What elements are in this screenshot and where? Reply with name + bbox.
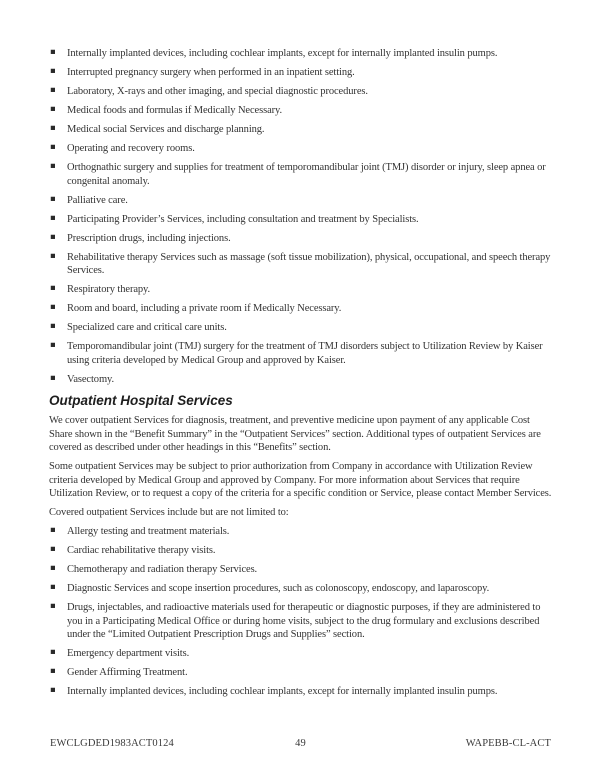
- list-item: ▪ Prescription drugs, including injections.: [49, 232, 552, 246]
- list-item: ▪ Medical social Services and discharge planning.: [49, 123, 552, 137]
- list-item: ▪ Interrupted pregnancy surgery when performed in an inpatient setting.: [49, 66, 552, 80]
- list-item: ▪ Participating Provider’s Services, including consultation and treatment by Specialists.: [49, 213, 552, 227]
- list-item: ▪ Laboratory, X-rays and other imaging, and special diagnostic procedures.: [49, 85, 552, 99]
- list-item: ▪ Specialized care and critical care units.: [49, 321, 552, 335]
- page-footer: [50, 737, 551, 750]
- list-item: ▪ Medical foods and formulas if Medically Necessary.: [49, 104, 552, 118]
- list-item: ▪ Respiratory therapy.: [49, 283, 552, 297]
- outpatient-services-list: [49, 525, 552, 699]
- list-item: ▪ Operating and recovery rooms.: [49, 142, 552, 156]
- paragraph-coverage: We cover outpatient Services for diagnosis, treatment, and preventive medicine upon payment of any applicable Cost Share shown in the “Benefit Summary” in the “Outpatient Services” section. Additional types of outpatient Services are covered as described under other headings in this “Benefits” section.: [49, 415, 541, 453]
- list-item: ▪ Gender Affirming Treatment.: [49, 666, 552, 680]
- list-item: ▪ Vasectomy.: [49, 373, 552, 387]
- paragraph-authorization: Some outpatient Services may be subject to prior authorization from Company in accordance with Utilization Review criteria developed by Medical Group and approved by Company. For more information about Services that require Utilization Review, or to request a copy of the criteria for a specific condition or Service, please contact Member Services.: [49, 461, 552, 499]
- list-item: ▪ Temporomandibular joint (TMJ) surgery for the treatment of TMJ disorders subject to Utilization Review by Kaiser using criteria developed by Medical Group and approved by Kaiser.: [49, 340, 552, 367]
- list-item: ▪ Cardiac rehabilitative therapy visits.: [49, 544, 552, 558]
- footer-plan-code: WAPEBB-CL-ACT: [465, 738, 551, 749]
- list-item: ▪ Internally implanted devices, including cochlear implants, except for internally implanted insulin pumps.: [49, 47, 552, 61]
- paragraph-covered-intro: Covered outpatient Services include but are not limited to:: [49, 507, 289, 518]
- list-item: ▪ Allergy testing and treatment materials.: [49, 525, 552, 539]
- list-item: ▪ Room and board, including a private room if Medically Necessary.: [49, 302, 552, 316]
- list-item: ▪ Drugs, injectables, and radioactive materials used for therapeutic or diagnostic purposes, if they are administered to you in a Participating Medical Office or during home visits, subject to the drug formulary and exclusions described under the “Limited Outpatient Prescription Drugs and Supplies” section.: [49, 601, 552, 642]
- list-item: ▪ Emergency department visits.: [49, 647, 552, 661]
- list-item: ▪ Rehabilitative therapy Services such as massage (soft tissue mobilization), physical, occupational, and speech therapy Services.: [49, 251, 552, 278]
- footer-document-code: EWCLGDED1983ACT0124: [50, 738, 174, 749]
- section-heading: Outpatient Hospital Services: [49, 393, 233, 408]
- list-item: ▪ Internally implanted devices, including cochlear implants, except for internally implanted insulin pumps.: [49, 685, 552, 699]
- list-item: ▪ Diagnostic Services and scope insertion procedures, such as colonoscopy, endoscopy, and laparoscopy.: [49, 582, 552, 596]
- page-number: 49: [295, 738, 306, 749]
- inpatient-services-list: [49, 47, 552, 386]
- list-item: ▪ Chemotherapy and radiation therapy Services.: [49, 563, 552, 577]
- list-item: ▪ Orthognathic surgery and supplies for treatment of temporomandibular joint (TMJ) disorder or injury, sleep apnea or congenital anomaly.: [49, 161, 552, 188]
- list-item: ▪ Palliative care.: [49, 194, 552, 208]
